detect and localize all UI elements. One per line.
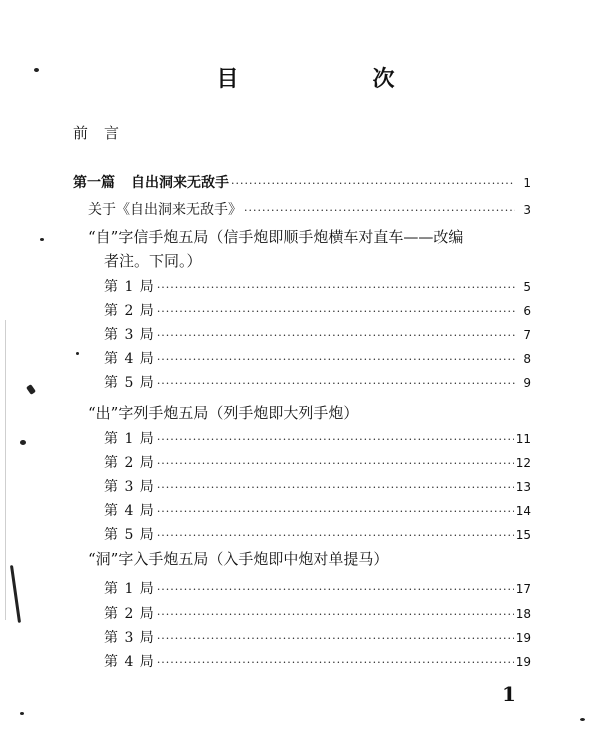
scan-speck <box>40 238 44 241</box>
game-label: 第 1 局 <box>104 581 155 597</box>
leader-dots <box>157 330 515 341</box>
game-label: 第 4 局 <box>104 503 155 519</box>
game-label: 第 4 局 <box>104 351 155 367</box>
toc-game <box>104 627 531 647</box>
leader-dots <box>157 657 514 668</box>
game-label: 第 2 局 <box>104 303 155 319</box>
game-label: 第 2 局 <box>104 606 155 622</box>
toc-game <box>104 372 531 392</box>
leader-dots <box>231 178 515 189</box>
toc-game <box>104 452 531 472</box>
toc-game <box>104 651 531 671</box>
leader-dots <box>157 530 514 541</box>
page-ref: 13 <box>515 480 531 494</box>
page-ref: 6 <box>523 304 531 318</box>
game-label: 第 3 局 <box>104 479 155 495</box>
section-zi-heading: “自”字信手炮五局（信手炮即顺手炮横车对直车——改编 <box>88 228 464 246</box>
game-label: 第 3 局 <box>104 327 155 343</box>
game-label: 第 3 局 <box>104 630 155 646</box>
page-ref: 17 <box>515 582 531 596</box>
toc-game <box>104 300 531 320</box>
leader-dots <box>157 282 515 293</box>
page-ref: 8 <box>523 352 531 366</box>
toc-game <box>104 578 531 598</box>
page-ref: 19 <box>515 655 531 669</box>
toc-game <box>104 603 531 623</box>
leader-dots <box>157 506 514 517</box>
preface-entry: 前言 <box>73 124 136 142</box>
scan-edge-line <box>5 320 6 620</box>
scan-speck <box>34 68 39 72</box>
leader-dots <box>157 609 514 620</box>
scan-speck <box>76 352 79 355</box>
leader-dots <box>157 378 515 389</box>
part-title: 自出洞来无敌手 <box>131 175 229 191</box>
scan-speck <box>20 440 26 445</box>
part-number: 第一篇 <box>73 175 115 191</box>
page-ref: 19 <box>515 631 531 645</box>
game-label: 第 5 局 <box>104 375 155 391</box>
leader-dots <box>244 205 515 216</box>
toc-part-1 <box>73 172 531 192</box>
leader-dots <box>157 633 514 644</box>
page-title: 目 次 <box>216 67 451 92</box>
page-ref: 11 <box>515 432 531 446</box>
page-ref: 3 <box>523 203 531 217</box>
game-label: 第 4 局 <box>104 654 155 670</box>
page-ref: 9 <box>523 376 531 390</box>
scan-speck <box>26 384 36 395</box>
section-zi-heading-cont: 者注。下同。） <box>104 252 202 270</box>
toc-game <box>104 524 531 544</box>
toc-about <box>88 199 531 219</box>
scan-speck <box>20 712 24 715</box>
toc-game <box>104 500 531 520</box>
entry-label: 关于《自出洞来无敌手》 <box>88 202 242 218</box>
scan-speck <box>10 565 21 623</box>
page-ref: 14 <box>515 504 531 518</box>
leader-dots <box>157 458 514 469</box>
page-ref: 18 <box>515 607 531 621</box>
scan-speck <box>580 718 585 721</box>
game-label: 第 1 局 <box>104 431 155 447</box>
page-ref: 1 <box>523 176 531 190</box>
page-ref: 12 <box>515 456 531 470</box>
page-ref: 15 <box>515 528 531 542</box>
section-dong-heading: “洞”字入手炮五局（入手炮即中炮对单提马） <box>88 550 389 568</box>
toc-game <box>104 428 531 448</box>
leader-dots <box>157 482 514 493</box>
toc-game <box>104 476 531 496</box>
game-label: 第 1 局 <box>104 279 155 295</box>
game-label: 第 5 局 <box>104 527 155 543</box>
page-number: 1 <box>502 682 516 706</box>
page-ref: 7 <box>523 328 531 342</box>
part-label <box>73 172 229 192</box>
section-chu-heading: “出”字列手炮五局（列手炮即大列手炮） <box>88 404 359 422</box>
toc-game <box>104 324 531 344</box>
toc-game <box>104 276 531 296</box>
toc-game <box>104 348 531 368</box>
leader-dots <box>157 306 515 317</box>
leader-dots <box>157 354 515 365</box>
leader-dots <box>157 584 514 595</box>
page-ref: 5 <box>523 280 531 294</box>
leader-dots <box>157 434 514 445</box>
game-label: 第 2 局 <box>104 455 155 471</box>
